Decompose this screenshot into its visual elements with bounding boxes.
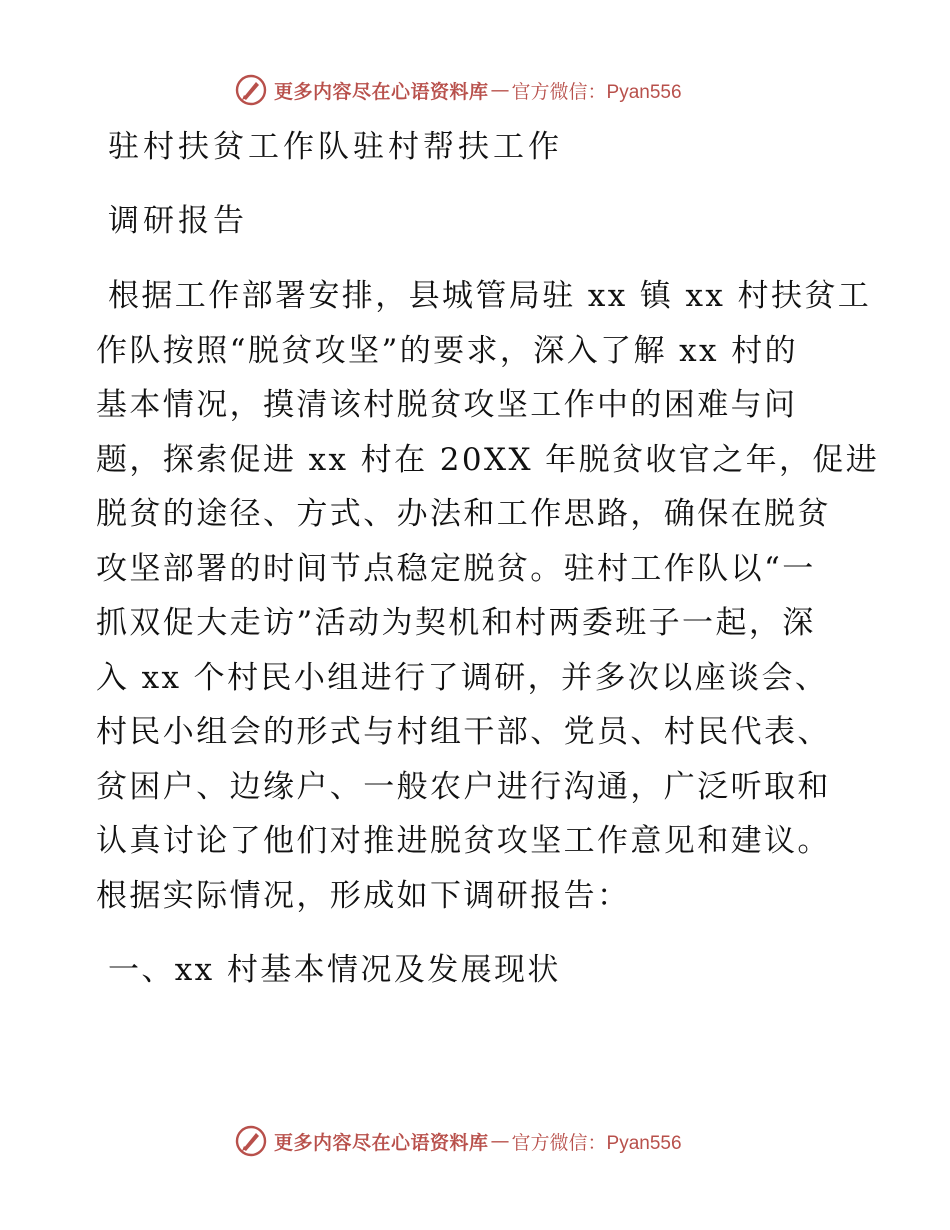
header-watermark [234,70,682,110]
paragraph-line: 基本情况，摸清该村脱贫攻坚工作中的困难与问 [96,387,798,423]
feather-pen-logo-icon [234,73,268,107]
paragraph-line: 村民小组会的形式与村组干部、党员、村民代表、 [96,714,831,750]
watermark-separator: — [490,79,510,101]
paragraph-line: 题，探索促进 xx 村在 20XX 年脱贫收官之年，促进 [96,442,880,478]
document-title-line-2: 调研报告 [108,203,248,239]
paragraph-line: 脱贫的途径、方式、办法和工作思路，确保在脱贫 [96,496,831,532]
paragraph-line: 作队按照“脱贫攻坚”的要求，深入了解 xx 村的 [96,333,798,369]
paragraph-line: 攻坚部署的时间节点稳定脱贫。驻村工作队以“一 [96,551,816,587]
watermark-text: 更多内容尽在心语资料库 [274,80,489,103]
section-heading: 一、xx 村基本情况及发展现状 [108,952,561,988]
paragraph-line: 根据实际情况，形成如下调研报告： [96,878,631,914]
paragraph-line: 入 xx 个村民小组进行了调研，并多次以座谈会、 [96,660,829,696]
feather-pen-logo-icon [234,1124,268,1158]
watermark-separator: — [490,1130,510,1152]
watermark-account: 官方微信：Pyan556 [511,81,682,103]
paragraph-line: 根据工作部署安排，县城管局驻 xx 镇 xx 村扶贫工 [108,278,872,314]
watermark-text: 更多内容尽在心语资料库 [274,1131,489,1154]
footer-watermark [234,1121,682,1161]
watermark-account: 官方微信：Pyan556 [511,1132,682,1154]
paragraph-line: 抓双促大走访”活动为契机和村两委班子一起，深 [96,605,816,641]
paragraph-line: 认真讨论了他们对推进脱贫攻坚工作意见和建议。 [96,823,831,859]
paragraph-line: 贫困户、边缘户、一般农户进行沟通，广泛听取和 [96,769,831,805]
document-title-line-1: 驻村扶贫工作队驻村帮扶工作 [108,129,563,165]
